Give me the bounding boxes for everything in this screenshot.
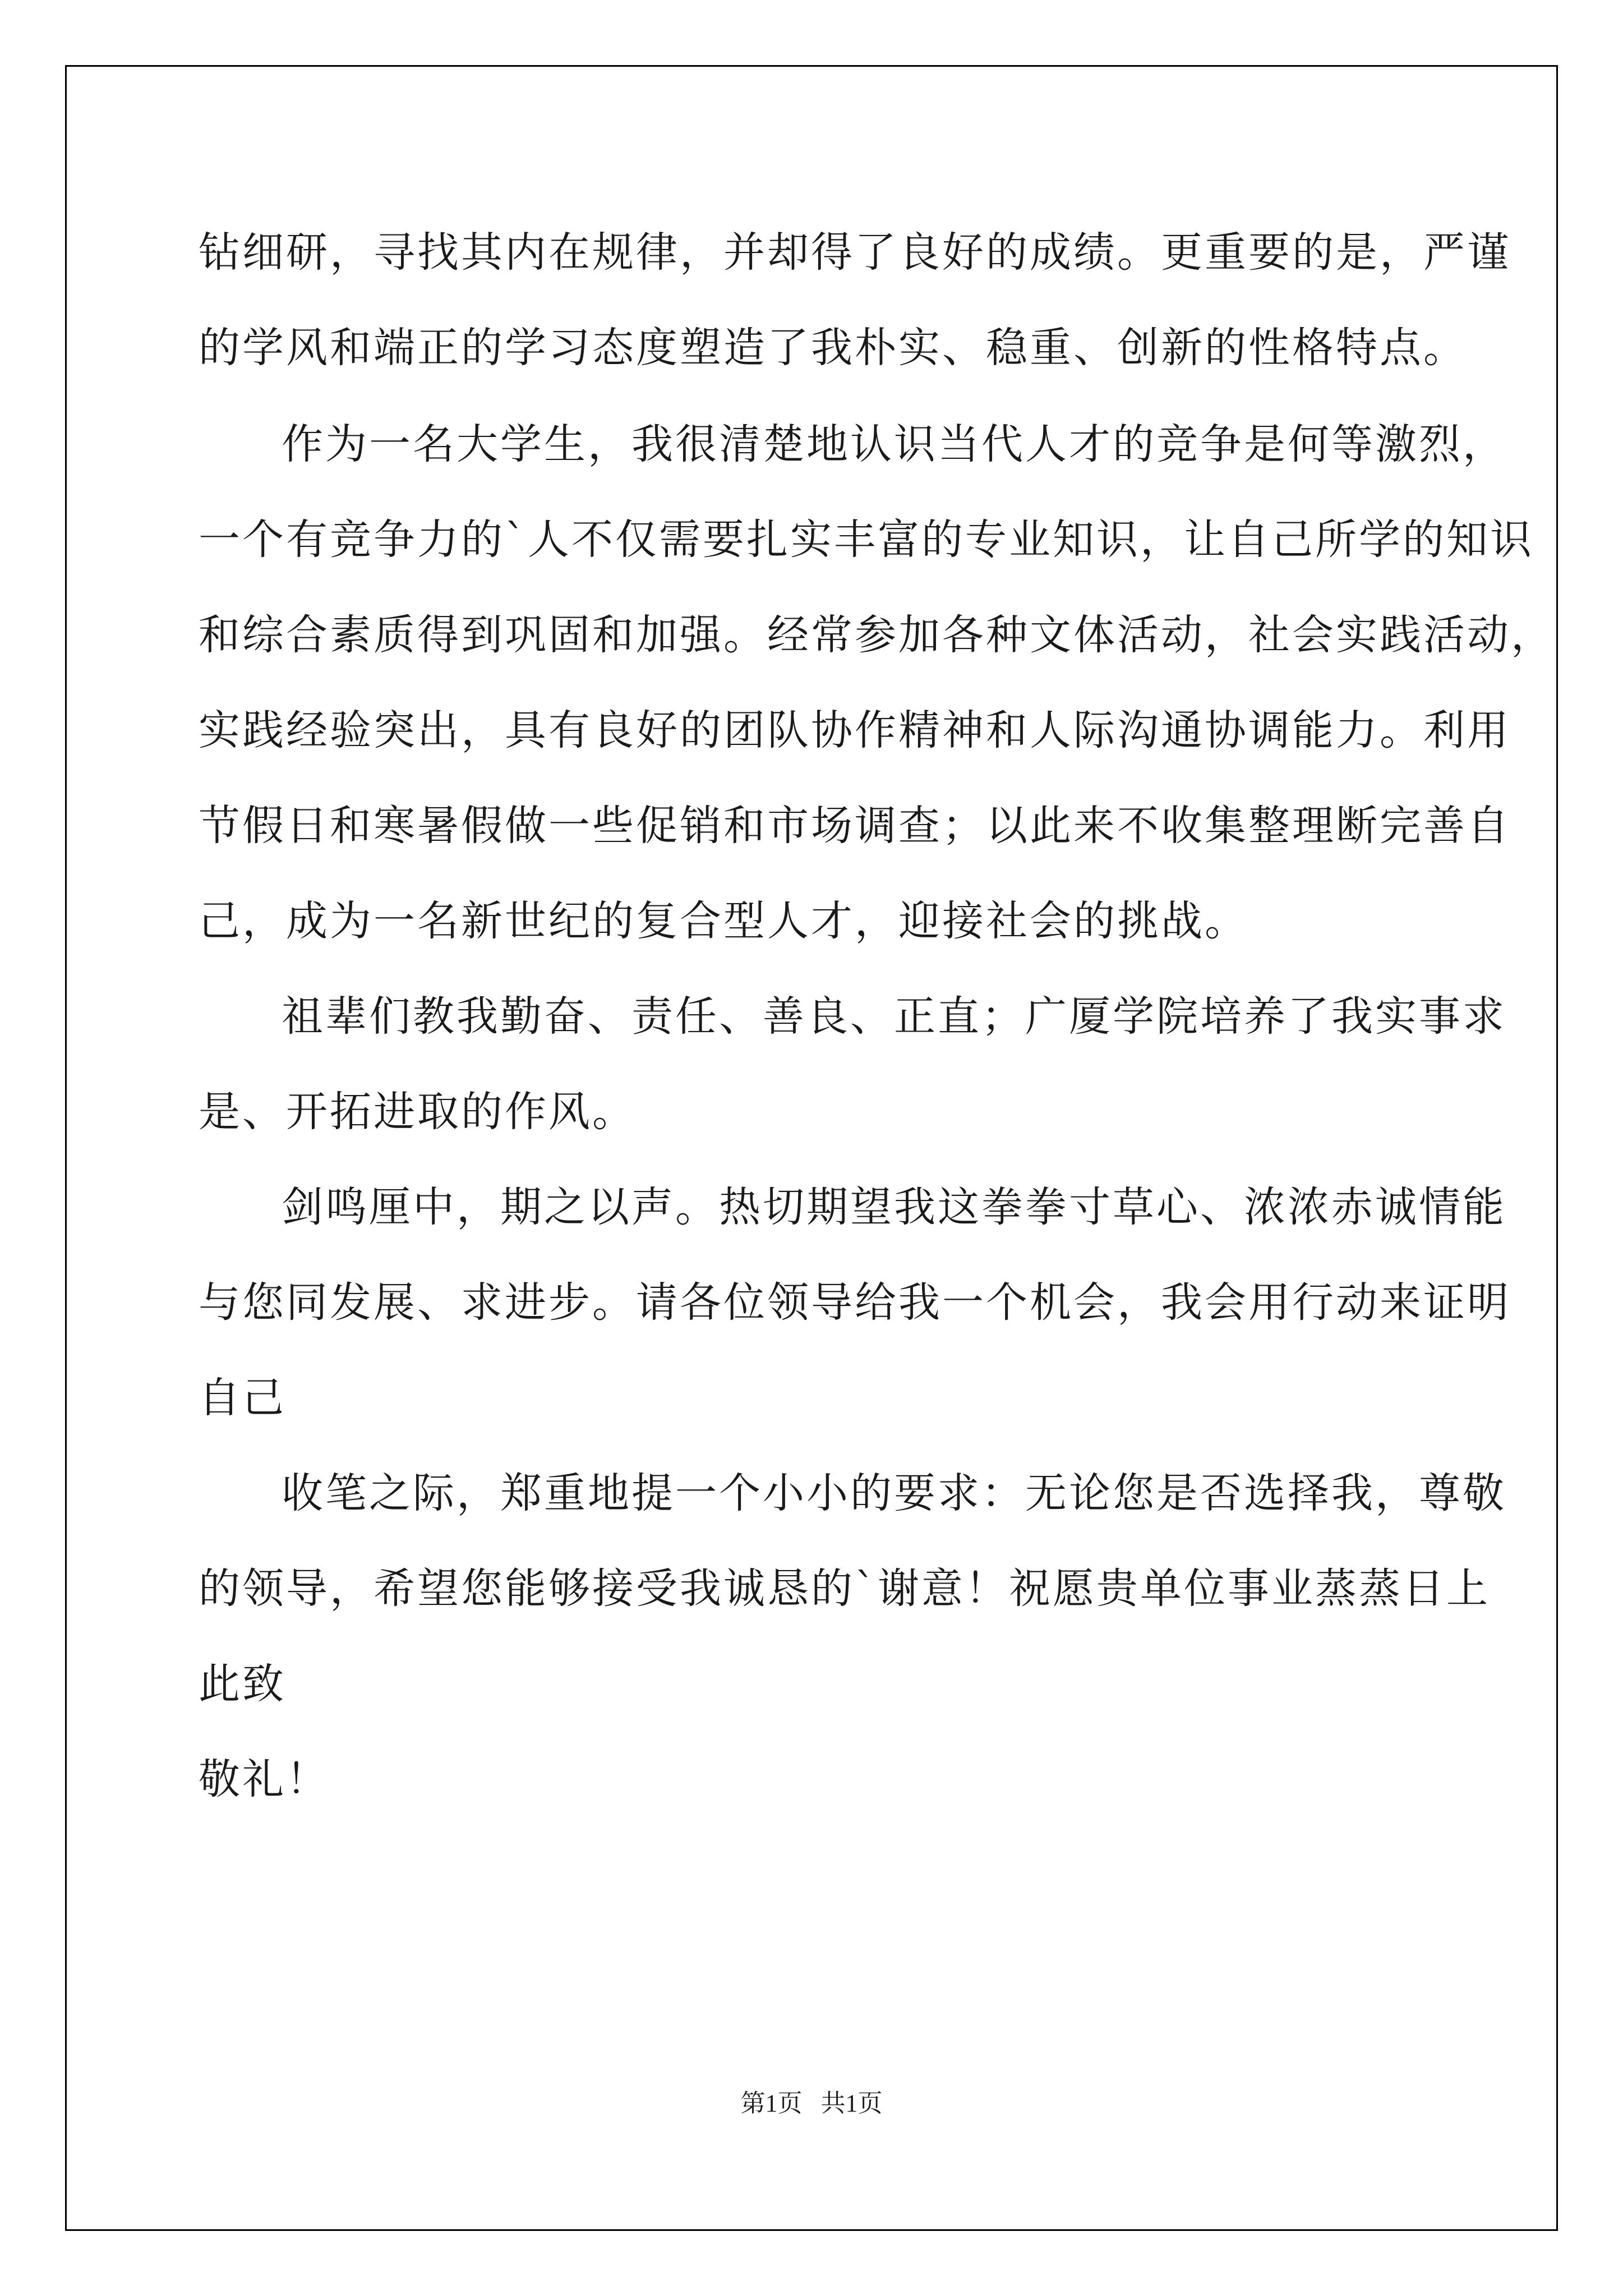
text-line: 己，成为一名新世纪的复合型人才，迎接社会的挑战。 <box>199 897 1248 945</box>
paragraph-start-line: 祖辈们教我勤奋、责任、善良、正直；广厦学院培养了我实事求 <box>282 992 1506 1041</box>
text-line: 和综合素质得到巩固和加强。经常参加各种文体活动，社会实践活动， <box>199 611 1555 659</box>
page-number-footer: 第1页 共1页 <box>740 2090 883 2117</box>
text-line: 一个有竞争力的`人不仅需要扎实丰富的专业知识，让自己所学的知识 <box>199 516 1534 564</box>
text-line: 是、开拓进取的作风。 <box>199 1088 636 1136</box>
page-border <box>65 65 1558 2231</box>
text-line: 与您同发展、求进步。请各位领导给我一个机会，我会用行动来证明 <box>199 1278 1511 1327</box>
text-line: 的学风和端正的学习态度塑造了我朴实、稳重、创新的性格特点。 <box>199 324 1467 372</box>
paragraph-start-line: 作为一名大学生，我很清楚地认识当代人才的竞争是何等激烈， <box>282 420 1506 468</box>
paragraph-start-line: 剑鸣厘中，期之以声。热切期望我这拳拳寸草心、浓浓赤诚情能 <box>282 1183 1506 1231</box>
text-line: 节假日和寒暑假做一些促销和市场调查；以此来不收集整理断完善自 <box>199 802 1511 850</box>
text-line: 钻细研，寻找其内在规律，并却得了良好的成绩。更重要的是，严谨 <box>199 228 1511 277</box>
paragraph-start-line: 收笔之际，郑重地提一个小小的要求：无论您是否选择我，尊敬 <box>282 1469 1506 1517</box>
text-line: 的领导，希望您能够接受我诚恳的`谢意！祝愿贵单位事业蒸蒸日上 <box>199 1565 1490 1613</box>
closing-line: 此致 <box>199 1660 286 1708</box>
closing-salutation: 敬礼！ <box>199 1755 330 1803</box>
text-line: 实践经验突出，具有良好的团队协作精神和人际沟通协调能力。利用 <box>199 706 1511 754</box>
text-line: 自己 <box>199 1374 286 1422</box>
